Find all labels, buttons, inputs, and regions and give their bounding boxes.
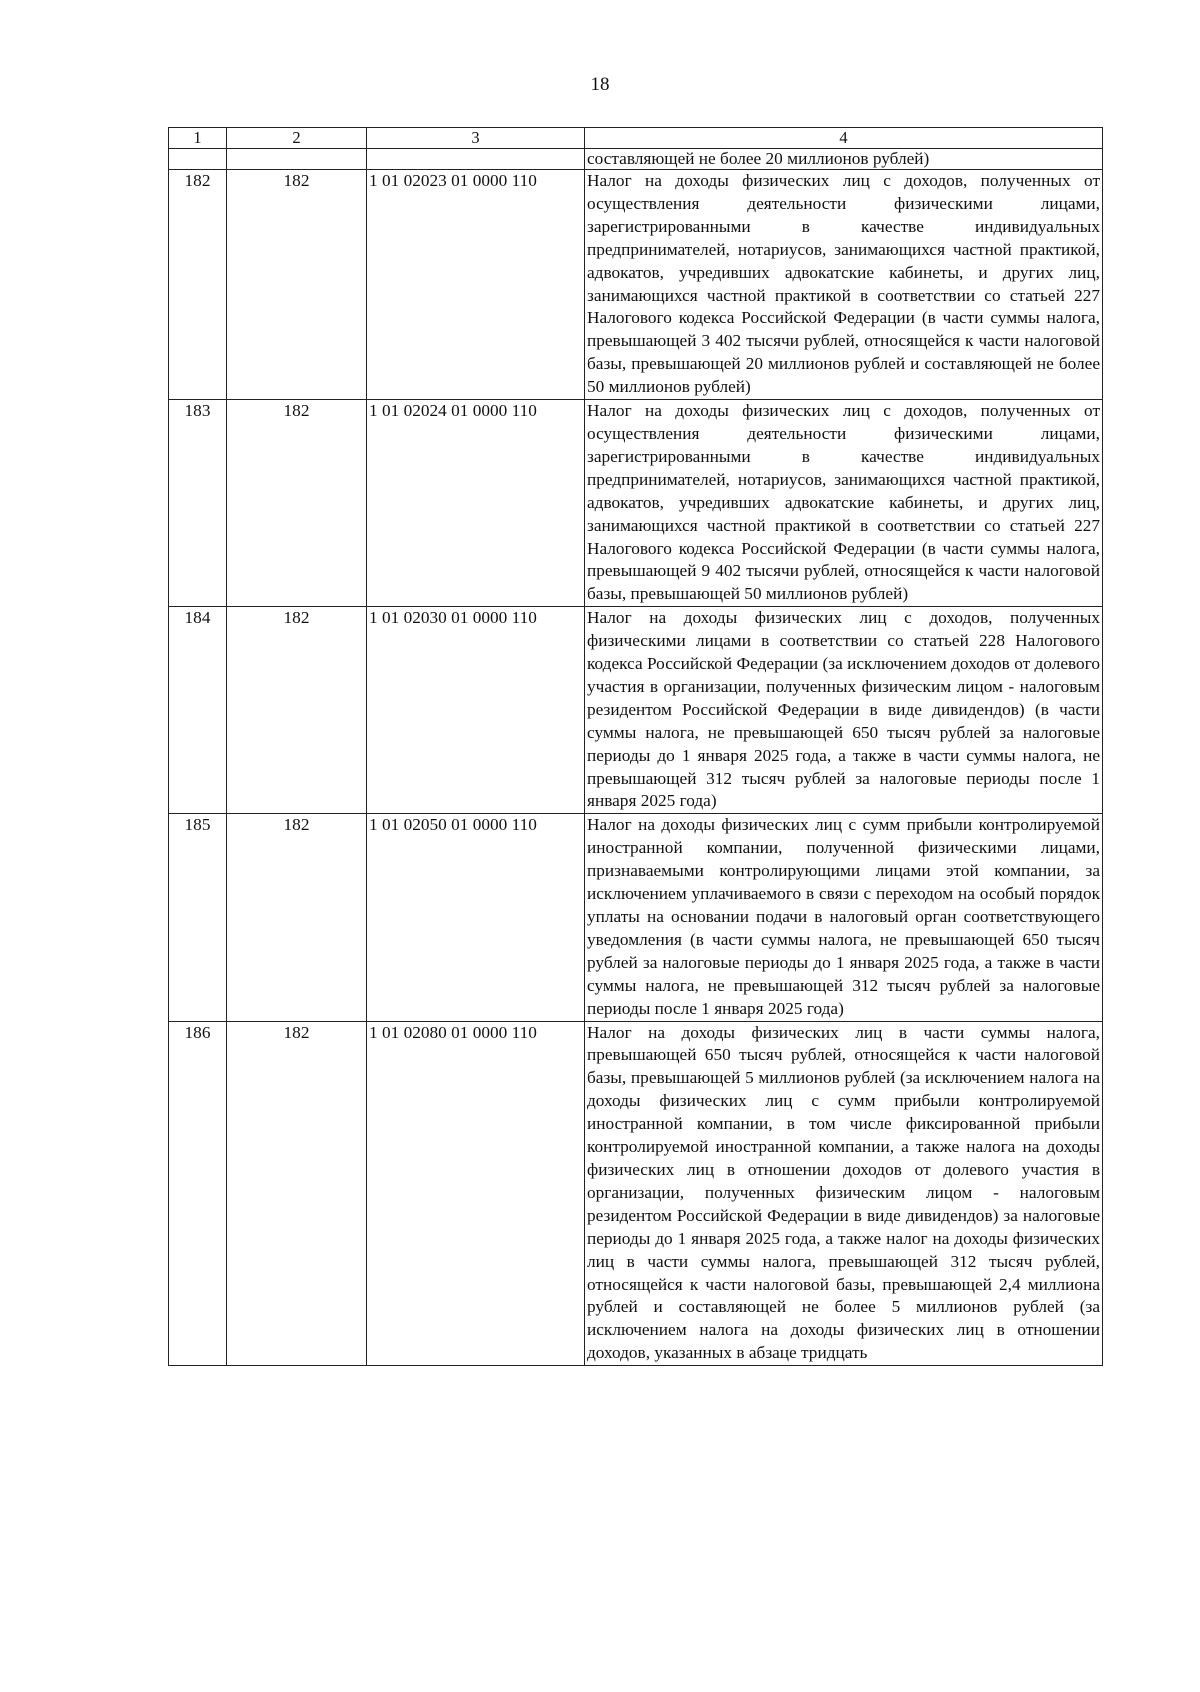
budget-classification-code: 1 01 02023 01 0000 110: [367, 170, 585, 400]
table-row: [169, 1021, 1103, 1366]
income-description: Налог на доходы физических лиц в части суммы налога, превышающей 650 тысяч рублей, относящейся к части налоговой базы, превышающей 5 миллионов рублей (за исключением налога на доходы физических лиц с сумм прибыли контролируемой иностранной компании, в том числе фиксированной прибыли контролируемой иностранной компании, а также налога на доходы физических лиц в отношении доходов от долевого участия в организации, полученных физическим лицом - налоговым резидентом Российской Федерации в виде дивидендов) за налоговые периоды до 1 января 2025 года, а также налог на доходы физических лиц в части суммы налога, превышающей 312 тысяч рублей, относящейся к части налоговой базы, превышающей 2,4 миллиона рублей и составляющей не более 5 миллионов рублей (за исключением налога на доходы физических лиц в отношении доходов, указанных в абзаце тридцать: [585, 1021, 1103, 1366]
empty-cell: [227, 149, 367, 170]
budget-classification-code: 1 01 02050 01 0000 110: [367, 814, 585, 1021]
admin-code: 182: [227, 400, 367, 607]
income-description: Налог на доходы физических лиц с доходов, полученных от осуществления деятельности физическими лицами, зарегистрированными в качестве индивидуальных предпринимателей, нотариусов, занимающихся частной практикой, адвокатов, учредивших адвокатские кабинеты, и других лиц, занимающихся частной практикой в соответствии со статьей 227 Налогового кодекса Российской Федерации (в части суммы налога, превышающей 9 402 тысячи рублей, относящейся к части налоговой базы, превышающей 50 миллионов рублей): [585, 400, 1103, 607]
row-number: 185: [169, 814, 227, 1021]
row-number: 182: [169, 170, 227, 400]
table-row: [169, 400, 1103, 607]
table-row: [169, 814, 1103, 1021]
header-cell-3: 3: [367, 128, 585, 149]
table-header-row: [169, 128, 1103, 149]
header-cell-4: 4: [585, 128, 1103, 149]
admin-code: 182: [227, 170, 367, 400]
revenue-codes-table: [168, 127, 1103, 1366]
admin-code: 182: [227, 814, 367, 1021]
header-cell-2: 2: [227, 128, 367, 149]
budget-classification-code: 1 01 02024 01 0000 110: [367, 400, 585, 607]
row-number: 186: [169, 1021, 227, 1366]
empty-cell: [169, 149, 227, 170]
row-number: 184: [169, 607, 227, 814]
table-row-continuation: [169, 149, 1103, 170]
table-row: [169, 607, 1103, 814]
table-row: [169, 170, 1103, 400]
empty-cell: [367, 149, 585, 170]
income-description: Налог на доходы физических лиц с доходов, полученных физическими лицами в соответствии со статьей 228 Налогового кодекса Российской Федерации (за исключением доходов от долевого участия в организации, полученных физическим лицом - налоговым резидентом Российской Федерации в виде дивидендов) (в части суммы налога, не превышающей 650 тысяч рублей за налоговые периоды до 1 января 2025 года, а также в части суммы налога, не превышающей 312 тысяч рублей за налоговые периоды после 1 января 2025 года): [585, 607, 1103, 814]
admin-code: 182: [227, 607, 367, 814]
income-description: Налог на доходы физических лиц с доходов, полученных от осуществления деятельности физическими лицами, зарегистрированными в качестве индивидуальных предпринимателей, нотариусов, занимающихся частной практикой, адвокатов, учредивших адвокатские кабинеты, и других лиц, занимающихся частной практикой в соответствии со статьей 227 Налогового кодекса Российской Федерации (в части суммы налога, превышающей 3 402 тысячи рублей, относящейся к части налоговой базы, превышающей 20 миллионов рублей и составляющей не более 50 миллионов рублей): [585, 170, 1103, 400]
admin-code: 182: [227, 1021, 367, 1366]
row-number: 183: [169, 400, 227, 607]
income-description: Налог на доходы физических лиц с сумм прибыли контролируемой иностранной компании, полученной физическими лицами, признаваемыми контролирующими лицами этой компании, за исключением уплачиваемого в связи с переходом на особый порядок уплаты на основании подачи в налоговый орган соответствующего уведомления (в части суммы налога, не превышающей 650 тысяч рублей за налоговые периоды до 1 января 2025 года, а также в части суммы налога, не превышающей 312 тысяч рублей за налоговые периоды после 1 января 2025 года): [585, 814, 1103, 1021]
page-number: 18: [590, 74, 610, 95]
header-cell-1: 1: [169, 128, 227, 149]
continuation-text: составляющей не более 20 миллионов рублей): [585, 149, 1103, 170]
budget-classification-code: 1 01 02080 01 0000 110: [367, 1021, 585, 1366]
budget-classification-code: 1 01 02030 01 0000 110: [367, 607, 585, 814]
